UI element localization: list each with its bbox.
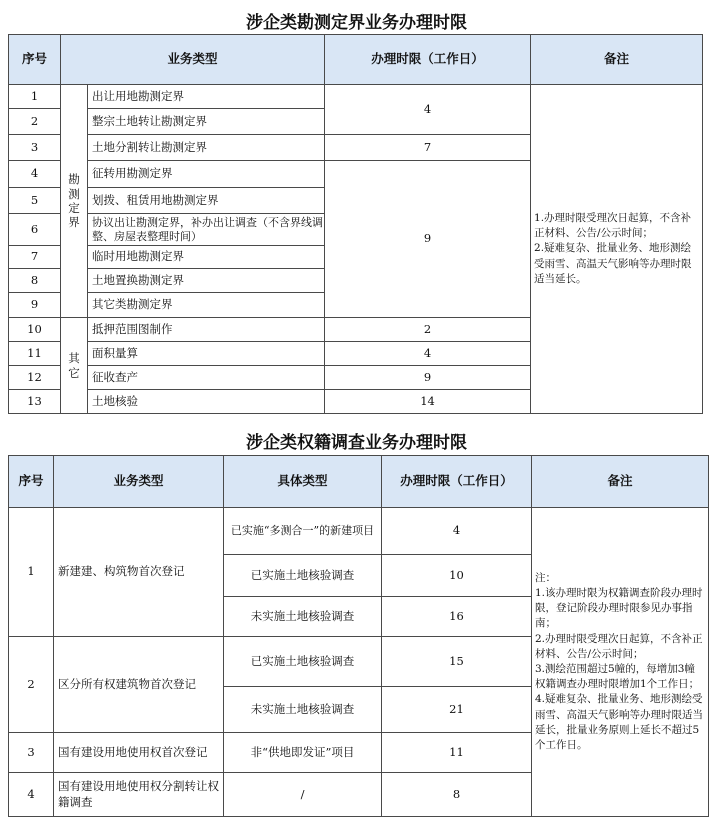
header-type: 业务类型 [54,456,224,508]
group-other: 其 它 [61,318,88,414]
row-subtype: 已实施“多测合一”的新建项目 [224,508,382,555]
row-no: 10 [9,318,61,342]
table1-note: 1.办理时限受理次日起算，不含补正材料、公告/公示时间； 2.疑难复杂、批量业务、地形测绘受雨雪、高温天气影响等办理时限适当延长。 [531,85,703,414]
row-no: 11 [9,342,61,366]
row-name: 土地置换勘测定界 [88,269,325,293]
row-days: 4 [382,508,532,555]
row-no: 4 [9,161,61,188]
row-name: 区分所有权建筑物首次登记 [54,637,224,733]
row-no: 6 [9,214,61,246]
row-name: 面积量算 [88,342,325,366]
row-no: 2 [9,637,54,733]
header-days: 办理时限（工作日） [382,456,532,508]
row-name: 协议出让勘测定界，补办出让调查（不含界线调整、房屋表整理时间） [88,214,325,246]
row-name: 临时用地勘测定界 [88,246,325,269]
table1-title: 涉企类勘测定界业务办理时限 [246,13,467,33]
row-no: 1 [9,85,61,109]
row-name: 划拨、租赁用地勘测定界 [88,188,325,214]
row-name: 土地分割转让勘测定界 [88,135,325,161]
header-days: 办理时限（工作日） [325,35,531,85]
row-no: 4 [9,773,54,817]
header-type: 业务类型 [61,35,325,85]
row-name: 国有建设用地使用权分割转让权籍调查 [54,773,224,817]
row-name: 征收查产 [88,366,325,390]
row-days: 16 [382,597,532,637]
header-no: 序号 [9,35,61,85]
header-note: 备注 [531,35,703,85]
row-name: 抵押范围图制作 [88,318,325,342]
row-days: 4 [325,342,531,366]
row-no: 8 [9,269,61,293]
row-name: 国有建设用地使用权首次登记 [54,733,224,773]
row-days: 10 [382,555,532,597]
row-subtype: 非“供地即发证”项目 [224,733,382,773]
header-note: 备注 [532,456,709,508]
row-days: 8 [382,773,532,817]
row-no: 2 [9,109,61,135]
table2-note: 注： 1.该办理时限为权籍调查阶段办理时限，登记阶段办理时限参见办事指南； 2.办理时限受理次日起算，不含补正材料、公告/公示时间； 3.测绘范围超过5幢的，每增加3幢权籍调查办理时限增加1个工作日； 4.疑难复杂、批量业务、地形测绘受雨雪、高温天气影响等办理时限适当延长，批量业务原则上延长不超过5个工作日。 [532,508,709,817]
row-subtype: 已实施土地核验调查 [224,555,382,597]
row-subtype: / [224,773,382,817]
row-no: 13 [9,390,61,414]
row-subtype: 未实施土地核验调查 [224,597,382,637]
row-days: 2 [325,318,531,342]
row-days: 21 [382,687,532,733]
row-days: 9 [325,161,531,318]
row-name: 整宗土地转让勘测定界 [88,109,325,135]
row-days: 15 [382,637,532,687]
row-name: 其它类勘测定界 [88,293,325,318]
row-no: 9 [9,293,61,318]
header-no: 序号 [9,456,54,508]
row-days: 4 [325,85,531,135]
row-name: 出让用地勘测定界 [88,85,325,109]
header-subtype: 具体类型 [224,456,382,508]
survey-time-limit-table [8,34,703,414]
row-subtype: 已实施土地核验调查 [224,637,382,687]
row-days: 9 [325,366,531,390]
row-days: 7 [325,135,531,161]
row-no: 1 [9,508,54,637]
row-no: 3 [9,135,61,161]
row-name: 征转用勘测定界 [88,161,325,188]
row-days: 14 [325,390,531,414]
row-days: 11 [382,733,532,773]
row-name: 土地核验 [88,390,325,414]
group-survey: 勘 测 定 界 [61,85,88,318]
row-no: 3 [9,733,54,773]
row-no: 12 [9,366,61,390]
row-no: 5 [9,188,61,214]
row-subtype: 未实施土地核验调查 [224,687,382,733]
row-name: 新建建、构筑物首次登记 [54,508,224,637]
row-no: 7 [9,246,61,269]
table2-title: 涉企类权籍调查业务办理时限 [246,433,467,453]
cadastral-time-limit-table [8,455,709,817]
